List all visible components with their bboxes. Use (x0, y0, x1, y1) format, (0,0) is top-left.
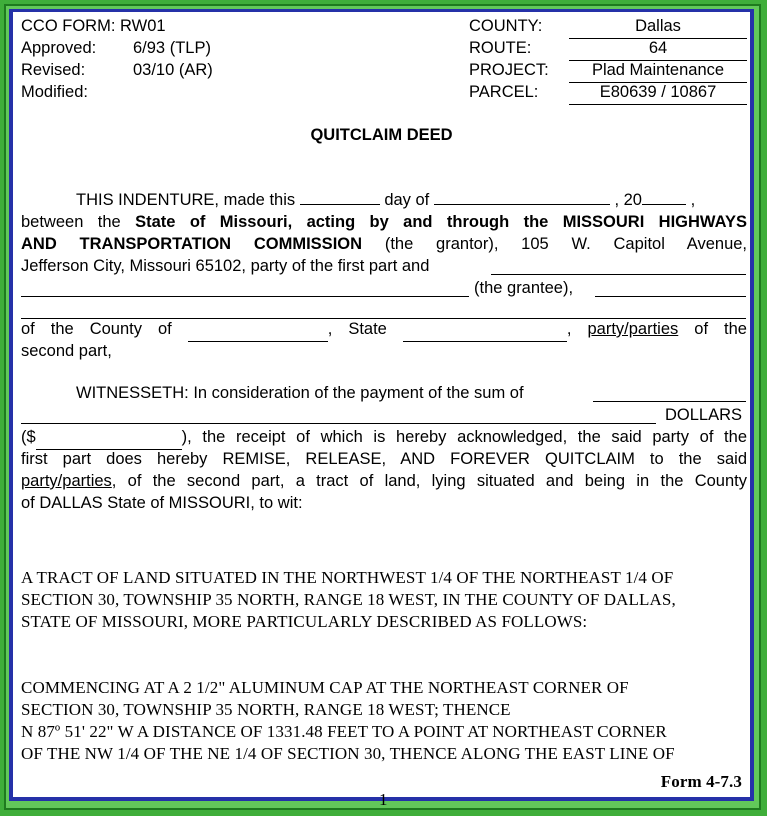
project-row (469, 60, 747, 83)
grantee-blank-3[interactable] (595, 296, 746, 297)
year-blank[interactable] (642, 204, 686, 205)
commencing-line-1: COMMENCING AT A 2 1/2" ALUMINUM CAP AT THE NORTHEAST CORNER OF (21, 678, 629, 697)
amount-blank[interactable] (36, 427, 182, 450)
dollars-label: DOLLARS (664, 406, 742, 424)
second-part-line (21, 341, 747, 363)
between-text: between the (21, 213, 121, 231)
form-label: CCO FORM: (21, 17, 116, 35)
form-number: Form 4-7.3 (660, 772, 742, 791)
grantor-name-1: State of Missouri, acting by and through the MISSOURI HIGHWAYS (135, 213, 748, 231)
wit-text: of DALLAS State of MISSOURI, to wit: (21, 494, 303, 512)
route-label: ROUTE: (469, 39, 532, 57)
grantee-blank-1[interactable] (491, 274, 746, 275)
county-row (469, 16, 747, 39)
day-blank[interactable] (300, 204, 380, 205)
legal-line-3: STATE OF MISSOURI, MORE PARTICULARLY DESCRIBED AS FOLLOWS: (21, 612, 588, 631)
witnesseth-line-4 (21, 449, 747, 471)
indenture-line-3 (21, 234, 747, 256)
parcel-row (469, 82, 747, 105)
witnesseth-line-3 (21, 427, 747, 450)
county-label: COUNTY: (469, 17, 543, 35)
party-parties-text: party/parties (587, 320, 679, 338)
county-value: Dallas (569, 16, 747, 39)
witnesseth-text: WITNESSETH: In consideration of the payment of the sum of (76, 384, 524, 402)
of-county-text: of the County of (21, 320, 172, 338)
state-blank[interactable] (403, 319, 567, 342)
jefferson-text: Jefferson City, Missouri 65102, party of the first part and (21, 257, 430, 275)
year-prefix: , 20 (614, 191, 642, 209)
project-label: PROJECT: (469, 61, 549, 79)
tract-text: , of the second part, a tract of land, lying situated and being in the County (111, 472, 747, 490)
revised-row (21, 60, 213, 82)
made-this-text: THIS INDENTURE, made this (76, 191, 296, 209)
form-value: RW01 (120, 17, 166, 35)
approved-row (21, 38, 211, 60)
document-title: QUITCLAIM DEED (310, 126, 453, 144)
grantee-label: (the grantee), (474, 279, 574, 297)
commencing-line-2: SECTION 30, TOWNSHIP 35 NORTH, RANGE 18 WEST; THENCE (21, 700, 511, 719)
parcel-value: E80639 / 10867 (569, 82, 747, 105)
page-number: 1 (379, 790, 388, 809)
commencing-line-4: OF THE NW 1/4 OF THE NE 1/4 OF SECTION 30, THENCE ALONG THE EAST LINE OF (21, 744, 675, 763)
approved-label: Approved: (21, 39, 97, 57)
second-part-text: second part, (21, 342, 112, 360)
day-of-text: day of (384, 191, 430, 209)
sum-blank-2[interactable] (21, 423, 656, 424)
project-value: Plad Maintenance (569, 60, 747, 83)
state-text: , State (327, 320, 387, 338)
modified-label: Modified: (21, 83, 88, 101)
sum-blank-1[interactable] (593, 401, 746, 402)
legal-line-1: A TRACT OF LAND SITUATED IN THE NORTHWEST 1/4 OF THE NORTHEAST 1/4 OF (21, 568, 674, 587)
grantor-name-2: AND TRANSPORTATION COMMISSION (21, 235, 363, 253)
receipt-text: ), the receipt of which is hereby acknowledged, the said party of the (181, 428, 747, 446)
revised-value: 03/10 (AR) (133, 61, 213, 79)
dollar-open: ($ (21, 428, 36, 446)
comma-text: , (690, 191, 696, 209)
modified-row (21, 82, 88, 104)
grantee-blank-2[interactable] (21, 296, 469, 297)
commencing-line-3: N 87º 51' 22" W A DISTANCE OF 1331.48 FEET TO A POINT AT NORTHEAST CORNER (21, 722, 667, 741)
party-parties-text-2: party/parties (21, 472, 112, 490)
legal-line-2: SECTION 30, TOWNSHIP 35 NORTH, RANGE 18 WEST, IN THE COUNTY OF DALLAS, (21, 590, 676, 609)
month-blank[interactable] (434, 204, 610, 205)
form-id-row (21, 16, 166, 38)
route-value: 64 (569, 38, 747, 61)
remise-text: first part does hereby REMISE, RELEASE, AND FOREVER QUITCLAIM to the said (21, 450, 747, 468)
grantor-address: (the grantor), 105 W. Capitol Avenue, (384, 235, 748, 253)
county-blank[interactable] (188, 319, 328, 342)
revised-label: Revised: (21, 61, 86, 79)
witnesseth-line-6 (21, 493, 747, 515)
indenture-line-1 (21, 190, 747, 212)
county-state-line: of the County of , State , party/parties of the (21, 319, 747, 342)
of-the-text: of the (694, 320, 747, 338)
indenture-line-2 (21, 212, 747, 234)
witnesseth-line-5 (21, 471, 747, 493)
approved-value: 6/93 (TLP) (133, 39, 211, 57)
document-page (9, 9, 754, 809)
route-row (469, 38, 747, 61)
parcel-label: PARCEL: (469, 83, 539, 101)
